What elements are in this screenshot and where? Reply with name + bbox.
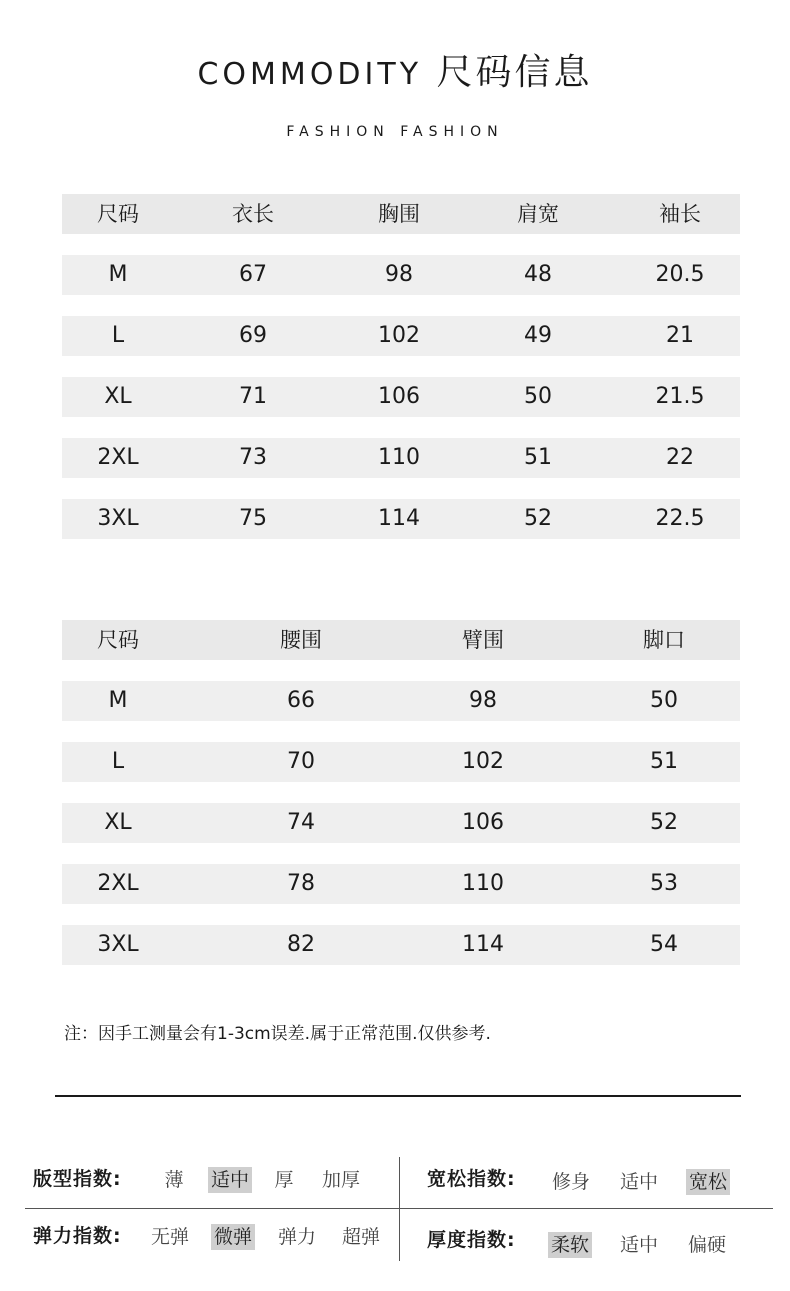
table-cell: 3XL bbox=[97, 506, 139, 531]
table-header-row bbox=[62, 194, 740, 234]
table-cell: 82 bbox=[287, 932, 315, 957]
divider-line bbox=[55, 1095, 741, 1097]
table-cell: 69 bbox=[239, 323, 267, 348]
table-header-cell: 衣长 bbox=[232, 202, 274, 226]
looseness-option: 修身 bbox=[551, 1171, 591, 1193]
title-chinese: 尺码信息 bbox=[436, 52, 593, 93]
looseness-index-label: 宽松指数: bbox=[427, 1168, 516, 1190]
elasticity-option: 弹力 bbox=[277, 1226, 317, 1248]
table-cell: 53 bbox=[650, 871, 678, 896]
table-cell: L bbox=[111, 323, 125, 348]
table-cell: 75 bbox=[239, 506, 267, 531]
table-cell: 71 bbox=[239, 384, 267, 409]
table-cell: XL bbox=[104, 810, 132, 835]
table-cell: 106 bbox=[462, 810, 504, 835]
table-cell: 49 bbox=[524, 323, 552, 348]
table-row bbox=[62, 255, 740, 295]
table-cell: 70 bbox=[287, 749, 315, 774]
table-cell: M bbox=[108, 262, 128, 287]
table-cell: 52 bbox=[650, 810, 678, 835]
table-row bbox=[62, 742, 740, 782]
table-row bbox=[62, 681, 740, 721]
fit-option-selected: 适中 bbox=[208, 1167, 252, 1193]
fit-option: 加厚 bbox=[321, 1169, 361, 1191]
table-row bbox=[62, 377, 740, 417]
table-header-cell: 胸围 bbox=[378, 202, 420, 226]
looseness-index bbox=[427, 1164, 516, 1194]
thickness-option: 偏硬 bbox=[687, 1234, 727, 1256]
thickness-option: 适中 bbox=[619, 1234, 659, 1256]
fit-index bbox=[33, 1164, 122, 1194]
elasticity-option-selected: 微弹 bbox=[211, 1224, 255, 1250]
table-row bbox=[62, 316, 740, 356]
table-cell: 51 bbox=[524, 445, 552, 470]
thickness-index-label: 厚度指数: bbox=[427, 1229, 516, 1251]
table-cell: 67 bbox=[239, 262, 267, 287]
table-cell: 50 bbox=[650, 688, 678, 713]
table-header-row bbox=[62, 620, 740, 660]
table-cell: 102 bbox=[378, 323, 420, 348]
table-cell: 54 bbox=[650, 932, 678, 957]
table-cell: 114 bbox=[378, 506, 420, 531]
table-cell: 3XL bbox=[97, 932, 139, 957]
page-title bbox=[0, 44, 790, 95]
table-header-cell: 尺码 bbox=[97, 202, 139, 226]
table-cell: 106 bbox=[378, 384, 420, 409]
table-cell: 98 bbox=[385, 262, 413, 287]
thickness-index bbox=[427, 1225, 516, 1255]
looseness-option: 适中 bbox=[619, 1171, 659, 1193]
table-cell: 110 bbox=[462, 871, 504, 896]
table-cell: 2XL bbox=[97, 871, 139, 896]
title-english: COMMODITY bbox=[197, 57, 423, 92]
measurement-note: 注：因手工测量会有1-3cm误差.属于正常范围.仅供参考. bbox=[64, 1024, 491, 1044]
looseness-option-selected: 宽松 bbox=[686, 1169, 730, 1195]
table-cell: 20.5 bbox=[655, 262, 705, 287]
table-cell: 114 bbox=[462, 932, 504, 957]
table-cell: 21 bbox=[666, 323, 694, 348]
table-cell: 78 bbox=[287, 871, 315, 896]
table-cell: M bbox=[108, 688, 128, 713]
table-header-cell: 脚口 bbox=[643, 628, 685, 652]
table-cell: 2XL bbox=[97, 445, 139, 470]
table-cell: 110 bbox=[378, 445, 420, 470]
table-header-cell: 腰围 bbox=[280, 628, 322, 652]
page-subtitle: FASHION FASHION bbox=[286, 124, 504, 140]
table-cell: 21.5 bbox=[655, 384, 705, 409]
thickness-option-selected: 柔软 bbox=[548, 1232, 592, 1258]
index-vertical-divider bbox=[399, 1157, 400, 1261]
elasticity-index bbox=[33, 1221, 122, 1251]
table-cell: 52 bbox=[524, 506, 552, 531]
table-cell: 50 bbox=[524, 384, 552, 409]
table-cell: 51 bbox=[650, 749, 678, 774]
table-cell: 74 bbox=[287, 810, 315, 835]
table-cell: 73 bbox=[239, 445, 267, 470]
table-row bbox=[62, 803, 740, 843]
table-cell: 98 bbox=[469, 688, 497, 713]
table-cell: 66 bbox=[287, 688, 315, 713]
table-row bbox=[62, 438, 740, 478]
table-header-cell: 尺码 bbox=[97, 628, 139, 652]
elasticity-index-label: 弹力指数: bbox=[33, 1225, 122, 1247]
elasticity-option: 超弹 bbox=[341, 1226, 381, 1248]
fit-option: 厚 bbox=[274, 1169, 294, 1191]
table-cell: 22.5 bbox=[655, 506, 705, 531]
table-cell: 22 bbox=[666, 445, 694, 470]
table-row bbox=[62, 499, 740, 539]
table-header-cell: 肩宽 bbox=[517, 202, 559, 226]
fit-option: 薄 bbox=[164, 1169, 184, 1191]
table-row bbox=[62, 925, 740, 965]
table-header-cell: 袖长 bbox=[659, 202, 701, 226]
table-header-cell: 臂围 bbox=[462, 628, 504, 652]
table-cell: 48 bbox=[524, 262, 552, 287]
table-cell: XL bbox=[104, 384, 132, 409]
elasticity-option: 无弹 bbox=[150, 1226, 190, 1248]
table-cell: L bbox=[111, 749, 125, 774]
table-row bbox=[62, 864, 740, 904]
fit-index-label: 版型指数: bbox=[33, 1168, 122, 1190]
table-cell: 102 bbox=[462, 749, 504, 774]
